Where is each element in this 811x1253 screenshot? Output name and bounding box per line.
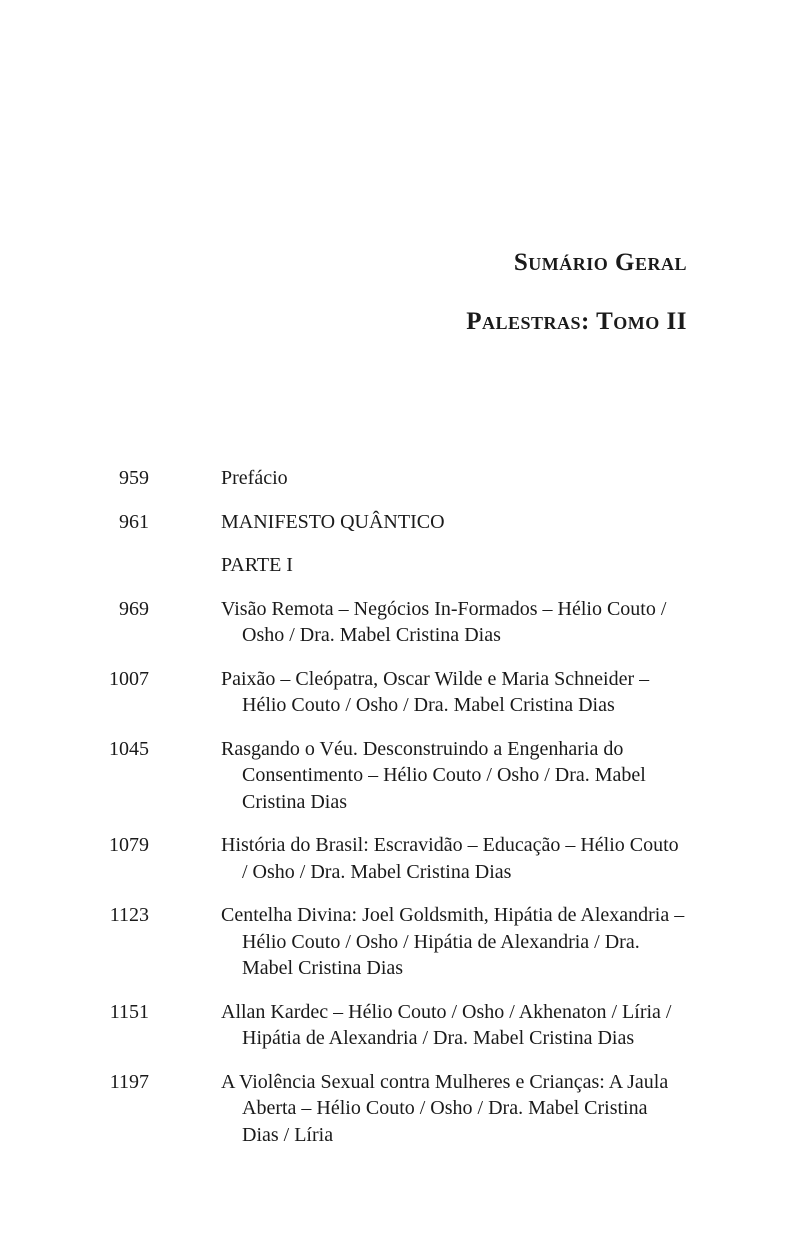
toc-entry[interactable] (0, 465, 811, 492)
toc-page-number: 959 (119, 467, 149, 489)
toc-entry-title: História do Brasil: Escravidão – Educação – Hélio Couto / Osho / Dra. Mabel Cristina Dias (221, 834, 679, 883)
toc-entry[interactable] (0, 999, 811, 1052)
toc-page-number: 969 (119, 597, 149, 620)
toc-section-title: PARTE I (221, 554, 293, 576)
toc-entry[interactable] (0, 902, 811, 982)
toc-entry-title: Centelha Divina: Joel Goldsmith, Hipátia de Alexandria – Hélio Couto / Osho / Hipátia de Alexandria / Dra. Mabel Cristina Dias (221, 904, 685, 979)
toc-page-number: 1123 (109, 904, 149, 926)
toc-entry[interactable] (0, 666, 811, 719)
toc-section-heading (0, 552, 811, 579)
toc-page-number: 1045 (109, 737, 149, 760)
toc-entry[interactable] (0, 832, 811, 885)
toc-page-number: 1151 (109, 1000, 149, 1023)
page-subtitle: Palestras: Tomo II (466, 308, 687, 335)
toc-page-number: 1197 (109, 1070, 149, 1093)
toc-entry-title: Allan Kardec – Hélio Couto / Osho / Akhenaton / Líria / Hipátia de Alexandria / Dra. Mabel Cristina Dias (221, 1000, 672, 1049)
toc-entry-title: Rasgando o Véu. Desconstruindo a Engenharia do Consentimento – Hélio Couto / Osho / Dra. Mabel Cristina Dias (221, 737, 646, 813)
table-of-contents (0, 465, 811, 1165)
toc-page-number: 961 (119, 510, 149, 533)
toc-entry-title: MANIFESTO QUÂNTICO (221, 510, 445, 533)
page-title: Sumário Geral (513, 249, 687, 276)
toc-entry-title: A Violência Sexual contra Mulheres e Crianças: A Jaula Aberta – Hélio Couto / Osho / Dra. Mabel Cristina Dias / Líria (221, 1070, 669, 1146)
toc-entry[interactable] (0, 509, 811, 536)
toc-entry[interactable] (0, 1069, 811, 1149)
toc-entry-title: Visão Remota – Negócios In-Formados – Hélio Couto / Osho / Dra. Mabel Cristina Dias (221, 597, 667, 646)
toc-entry-title: Prefácio (221, 467, 288, 489)
toc-entry[interactable] (0, 596, 811, 649)
toc-page-number: 1079 (109, 834, 149, 856)
toc-entry[interactable] (0, 736, 811, 816)
toc-entry-title: Paixão – Cleópatra, Oscar Wilde e Maria Schneider – Hélio Couto / Osho / Dra. Mabel Cristina Dias (221, 667, 650, 716)
toc-page-number: 1007 (109, 667, 149, 690)
